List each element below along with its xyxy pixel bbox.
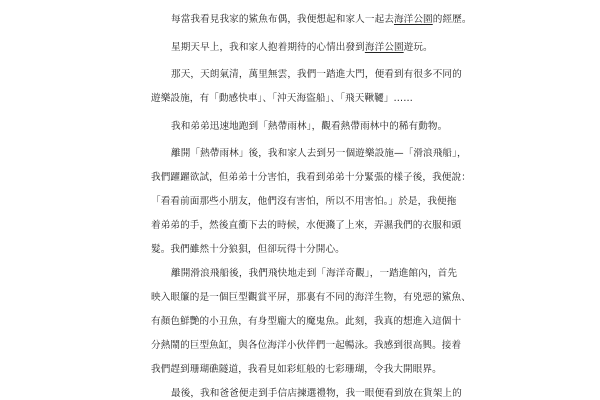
- paragraph-1-line-1: [151, 8, 472, 32]
- paragraph-4-line-1: 我和弟弟迅速地跑到「熱帶雨林」，觀看熱帶雨林中的稀有動物。: [171, 121, 448, 132]
- paragraph-6-line-1: 離開滑浪飛船後，我們飛快地走到「海洋奇觀」，一踏進館內，首先: [171, 268, 458, 279]
- paragraph-7: [151, 382, 461, 400]
- paragraph-3-line-2: 遊樂設施，有「動感快車」、「沖天海盜船」、「飛天鞦韆」……: [151, 93, 413, 104]
- paragraph-6-line-5: 我們趕到珊瑚礁隧道，我看見如彩虹般的七彩珊瑚，令我大開眼界。: [151, 364, 442, 375]
- paragraph-1: [151, 8, 472, 32]
- paragraph-5-line-2: 我們躍躍欲試，但弟弟十分害怕，我看到弟弟十分緊張的樣子後，我便說：: [151, 172, 471, 183]
- paragraph-5-line-5: 髮。我們雖然十分狼狽，但卻玩得十分開心。: [151, 244, 345, 255]
- paragraph-6-line-4: 分熱鬧的巨型魚缸，與各位海洋小伙伴們一起暢泳。我感到很高興。接着: [151, 340, 462, 351]
- paragraph-5-line-1: 離開「熱帶雨林」後，我和家人去到另一個遊樂設施—「滑浪飛船」，: [171, 148, 467, 159]
- paragraph-2-text-end: 遊玩。: [403, 42, 433, 53]
- paragraph-5-line-4: 着弟弟的手，然後直衝下去的時候，水便濺了上來，弄濕我們的衣服和頭: [151, 220, 462, 231]
- paragraph-2-place-name: 海洋公園: [364, 42, 404, 53]
- paragraph-5-line-3: 「看看前面那些小朋友，他們沒有害怕，所以不用害怕。」於是，我便拖: [151, 196, 457, 207]
- paragraph-1-place-name: 海洋公園: [393, 14, 433, 25]
- paragraph-2-line-1: [151, 36, 461, 60]
- paragraph-1-text-end: 的經歷。: [432, 14, 472, 25]
- paragraph-5: [151, 142, 471, 262]
- paragraph-6-line-2: 映入眼簾的是一個巨型觀賞平屏，那裏有不同的海洋生物，有兇惡的鯊魚、: [151, 292, 471, 303]
- paragraph-1-text: 每當我看見我家的鯊魚布偶，我便想起和家人一起去: [171, 14, 394, 25]
- paragraph-2-text: 星期天早上，我和家人抱着期待的心情出發到: [171, 42, 365, 53]
- paragraph-6-line-3: 有顏色鮮艷的小丑魚，有身型龐大的魔鬼魚。此刻，我真的想進入這個十: [151, 316, 462, 327]
- paragraph-6: [151, 262, 471, 382]
- paragraph-7-line-1: 最後，我和爸爸便走到手信店揀選禮物，我一眼便看到放在貨架上的: [171, 388, 462, 399]
- paragraph-4: [151, 115, 461, 139]
- paragraph-3-line-1: 那天，天朗氣清，萬里無雲，我們一踏進大門，便看到有很多不同的: [171, 69, 462, 80]
- paragraph-3: [151, 63, 461, 111]
- paragraph-2: [151, 36, 461, 60]
